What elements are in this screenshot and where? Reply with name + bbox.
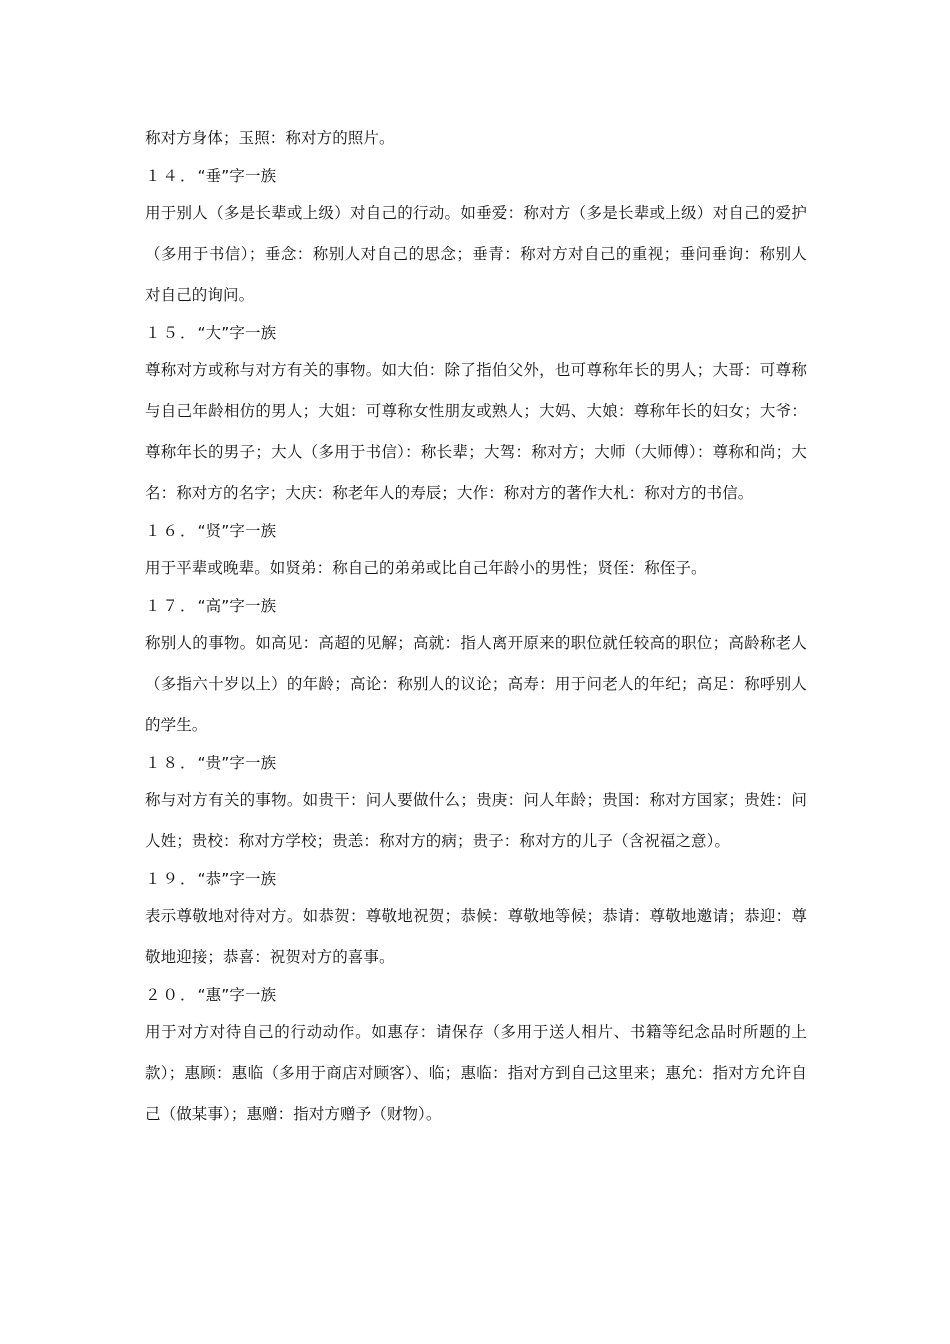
section-heading — [145, 862, 807, 896]
section-heading — [145, 514, 807, 548]
section-number: ２０． — [145, 986, 198, 1004]
section-title: “贤”字一族 — [197, 522, 277, 540]
section-17 — [145, 589, 807, 746]
section-title: “高”字一族 — [197, 597, 277, 615]
opening-paragraph: 称对方身体；玉照：称对方的照片。 — [145, 129, 395, 147]
section-16 — [145, 514, 807, 589]
section-paragraph: 表示尊敬地对待对方。如恭贺：尊敬地祝贺；恭候：尊敬地等候；恭请：尊敬地邀请；恭迎：尊敬地迎接；恭喜：祝贺对方的喜事。 — [145, 907, 807, 966]
section-15 — [145, 316, 807, 514]
section-heading — [145, 316, 807, 350]
section-number: １７． — [145, 597, 198, 615]
section-paragraph: 称别人的事物。如高见：高超的见解；高就：指人离开原来的职位就任较高的职位；高龄称老人（多指六十岁以上）的年龄；高论：称别人的议论；高寿：用于问老人的年纪；高足：称呼别人的学生。 — [145, 634, 807, 734]
section-paragraph: 用于别人（多是长辈或上级）对自己的行动。如垂爱：称对方（多是长辈或上级）对自己的爱护（多用于书信）；垂念：称别人对自己的思念；垂青：称对方对自己的重视；垂问垂询：称别人对自己的询问。 — [145, 204, 807, 304]
section-20 — [145, 978, 807, 1135]
section-title: “贵”字一族 — [197, 754, 277, 772]
section-number: １６． — [145, 522, 198, 540]
section-paragraph: 用于平辈或晚辈。如贤弟：称自己的弟弟或比自己年龄小的男性；贤侄：称侄子。 — [145, 559, 707, 577]
section-14 — [145, 159, 807, 316]
section-paragraph: 用于对方对待自己的行动动作。如惠存：请保存（多用于送人相片、书籍等纪念品时所题的上款）；惠顾：惠临（多用于商店对顾客）、临；惠临：指对方到自己这里来；惠允：指对方允许自己（做某事）；惠赠：指对方赠予（财物）。 — [145, 1023, 807, 1123]
section-title: “惠”字一族 — [197, 986, 277, 1004]
section-title: “垂”字一族 — [197, 167, 277, 185]
section-paragraph: 称与对方有关的事物。如贵干：问人要做什么；贵庚：问人年龄；贵国：称对方国家；贵姓：问人姓；贵校：称对方学校；贵恙：称对方的病；贵子：称对方的儿子（含祝福之意）。 — [145, 791, 807, 850]
section-heading — [145, 159, 807, 193]
section-paragraph: 尊称对方或称与对方有关的事物。如大伯：除了指伯父外，也可尊称年长的男人；大哥：可尊称与自己年龄相仿的男人；大姐：可尊称女性朋友或熟人；大妈、大娘：尊称年长的妇女；大爷：尊称年长的男子；大人（多用于书信）：称长辈；大驾：称对方；大师（大师傅）：尊称和尚；大名：称对方的名字；大庆：称老年人的寿辰；大作：称对方的著作大札：称对方的书信。 — [145, 361, 807, 502]
section-number: １８． — [145, 754, 198, 772]
section-18 — [145, 746, 807, 862]
section-number: １４． — [145, 167, 198, 185]
section-title: “恭”字一族 — [197, 870, 277, 888]
section-number: １９． — [145, 870, 198, 888]
section-title: “大”字一族 — [197, 324, 277, 342]
document-body — [145, 118, 807, 1135]
section-19 — [145, 862, 807, 978]
section-heading — [145, 978, 807, 1012]
section-heading — [145, 589, 807, 623]
section-heading — [145, 746, 807, 780]
section-number: １５． — [145, 324, 198, 342]
